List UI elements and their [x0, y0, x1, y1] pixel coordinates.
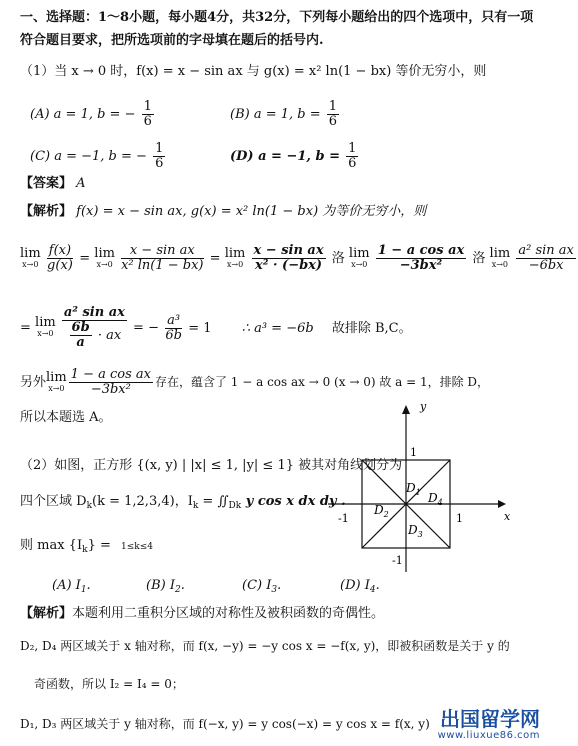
q2-analysis-4: D₁, D₃ 两区域关于 y 轴对称，而 f(−x, y) = y cos(−x) = y cos x = f(x, y): [20, 717, 430, 731]
lim: [46, 369, 67, 394]
q1-option-c: [30, 142, 167, 171]
stem-2d: y cos x dx dy .: [241, 494, 346, 509]
d1-letter: D: [406, 481, 416, 495]
label-neg-one-bottom: -1: [392, 554, 403, 567]
lim-word: lim: [489, 245, 511, 261]
q2-stem-3: [20, 538, 153, 558]
minus: −: [148, 320, 159, 336]
opt-sub: 4: [369, 585, 376, 595]
q2-analysis-2: D₂, D₄ 两区域关于 x 轴对称，而 f(x, −y) = −y cos x = −f(x, y)，即被积函数是关于 y 的: [20, 639, 510, 653]
q2-option-d: (D) $I_4$.: [340, 578, 380, 595]
d3-letter: D: [408, 523, 418, 537]
opt-text: (A) I: [52, 578, 81, 593]
lhopital-mark: 洛: [331, 251, 345, 266]
den-tail: · ax: [97, 328, 122, 343]
analysis-text: 本题利用二重积分区域的对称性及被积函数的奇偶性。: [72, 606, 385, 621]
frac-term-1: [121, 244, 203, 273]
opt-text: (D) I: [340, 578, 370, 593]
section-heading: 一、选择题：1～8小题，每小题4分，共32分，下列每小题给出的四个选项中，只有一项: [20, 10, 534, 25]
q1-equation-3: [20, 368, 489, 404]
sub-k: k: [192, 501, 199, 511]
sub-k: k: [235, 501, 242, 511]
equals: =: [20, 320, 31, 336]
lim-word: lim: [348, 245, 370, 261]
frac-num: a² sin ax: [518, 243, 574, 258]
frac-num: 1: [143, 99, 152, 114]
frac-exist: [69, 368, 153, 397]
frac-den: 6: [155, 156, 164, 171]
frac-num: f(x): [48, 243, 72, 258]
frac-num: 6b: [71, 320, 90, 335]
lim-sub: x→0: [226, 259, 244, 269]
frac-compound: [62, 306, 127, 350]
q2-stem-2: [20, 494, 346, 514]
d4-letter: D: [428, 491, 438, 505]
q1-analysis: [20, 204, 426, 220]
q1-conclusion: 所以本题选 A。: [20, 410, 112, 425]
lim-sub: x→0: [48, 383, 65, 393]
equals: =: [209, 251, 221, 266]
q1-equation-1: [20, 244, 578, 284]
frac-num: x − sin ax: [253, 243, 324, 258]
frac-num: 1: [328, 99, 338, 114]
label-neg-one-left: -1: [338, 512, 349, 525]
label-d2: [373, 503, 389, 519]
q1-option-c-frac: [153, 142, 165, 171]
equals: =: [133, 320, 144, 336]
lim-sub: x→0: [351, 259, 368, 269]
opt-sub: 3: [271, 585, 278, 595]
frac-den: 6: [348, 156, 357, 171]
q2-option-a: (A) $I_1$.: [52, 578, 91, 595]
frac-den: a: [76, 335, 85, 350]
q1-option-b-frac: [327, 100, 339, 129]
frac-den: g(x): [47, 258, 73, 273]
sub-k: k: [82, 545, 88, 555]
label-one-right: 1: [456, 512, 463, 525]
prefix: 另外: [20, 375, 47, 390]
q1-equation-2: [20, 306, 412, 356]
label-d1: [405, 481, 421, 497]
max-sub: 1≤k≤4: [121, 542, 153, 552]
q2-option-c: (C) $I_3$.: [242, 578, 282, 595]
d1-sub: 1: [415, 488, 421, 497]
d2-letter: D: [374, 503, 384, 517]
stem-2a: 四个区域 D: [20, 494, 87, 509]
frac-num: 1 − a cos ax: [70, 367, 151, 382]
opt-sub: 1: [80, 585, 87, 595]
d2-sub: 2: [383, 510, 389, 519]
watermark-url: www.liuxue86.com: [437, 730, 540, 741]
q1-option-a: [30, 100, 156, 129]
q1-option-d-frac: [346, 142, 358, 171]
label-d3: [407, 523, 423, 539]
lim: [224, 245, 246, 270]
lim: [35, 317, 56, 339]
answer-value: A: [76, 176, 86, 191]
section-heading-2: 符合题目要求，把所选项前的字母填在题后的括号内.: [20, 33, 324, 48]
frac-term-4: [516, 244, 576, 273]
frac-num: 1: [348, 141, 357, 156]
q2-analysis-3: 奇函数，所以 I₂ = I₄ = 0；: [34, 677, 184, 691]
lim-sub: x→0: [96, 259, 113, 269]
lim-word: lim: [35, 315, 56, 330]
frac-den: x² ln(1 − bx): [121, 258, 204, 273]
frac-term-3: [376, 244, 467, 273]
lim-sub: x→0: [37, 329, 54, 338]
opt-text: (C) I: [242, 578, 272, 593]
lhopital-mark: 洛: [472, 251, 486, 266]
lim: [20, 245, 41, 270]
watermark: [392, 708, 540, 746]
frac-num: 1: [155, 141, 164, 156]
q1-answer: [20, 176, 86, 192]
frac-den: 6: [328, 114, 338, 129]
frac-num: a³: [167, 312, 181, 328]
q2-analysis-1: [20, 606, 384, 622]
watermark-cn: 出国留学网: [440, 707, 540, 731]
analysis-label: 【解析】: [20, 606, 73, 621]
inner-frac: [70, 321, 92, 350]
answer-label: 【答案】: [20, 176, 73, 191]
label-one-top: 1: [410, 446, 417, 459]
q1-option-d-text: (D) a = −1, b =: [230, 149, 340, 164]
analysis-text: f(x) = x − sin ax, g(x) = x² ln(1 − bx) 为等价无穷小，则: [76, 204, 427, 219]
lim-word: lim: [224, 245, 246, 261]
frac-den: 6: [143, 114, 152, 129]
x-label: x: [504, 510, 511, 523]
equals: =: [79, 251, 91, 266]
frac-num: x − sin ax: [121, 244, 203, 259]
frac-f-over-g: [47, 244, 73, 273]
q1-stem: （1）当 x → 0 时，f(x) = x − sin ax 与 g(x) = x² ln(1 − bx) 等价无穷小，则: [20, 64, 487, 79]
frac-den: −3bx²: [90, 382, 131, 397]
q1-option-c-text: (C) a = −1, b = −: [30, 149, 147, 164]
lim-word: lim: [94, 245, 115, 261]
q1-option-a-text: (A) a = 1, b = −: [30, 107, 136, 122]
frac-den: −3bx²: [399, 258, 443, 273]
frac-den-compound: [62, 321, 127, 350]
stem-2b: (k = 1,2,3,4)，I: [92, 494, 193, 509]
q1-option-b: [230, 100, 341, 129]
q1-option-a-frac: [142, 100, 154, 129]
analysis-label: 【解析】: [20, 204, 73, 219]
d4-sub: 4: [437, 498, 443, 507]
q1-option-d: [230, 142, 360, 171]
opt-sub: 2: [174, 585, 181, 595]
frac-num: a² sin ax: [63, 305, 125, 320]
frac-num: 1 − a cos ax: [377, 243, 465, 258]
sub-k: k: [86, 501, 93, 511]
q2-option-b: (B) $I_2$.: [146, 578, 185, 595]
y-label: y: [420, 400, 427, 413]
stem-2c: = ∬: [198, 494, 229, 509]
lim: [489, 245, 511, 270]
rhs: = 1: [188, 320, 212, 336]
frac-den: −6bx: [528, 258, 564, 273]
opt-text: (B) I: [146, 578, 175, 593]
lim: [348, 245, 370, 270]
lim-sub: x→0: [22, 259, 39, 269]
frac-a3-6b: [165, 314, 182, 343]
suffix: 存在，蕴含了 1 − a cos ax → 0 (x → 0) 故 a = 1，排除 D，: [154, 375, 490, 389]
frac-den: 6b: [165, 327, 182, 343]
q2-stem-1: （2）如图，正方形 {(x, y) | |x| ≤ 1, |y| ≤ 1} 被其对角线划分为: [20, 458, 403, 473]
lim-sub: x→0: [491, 259, 509, 269]
stem-3a: 则 max {I: [20, 538, 83, 553]
therefore: ∴ a³ = −6b: [241, 320, 314, 336]
label-d4: [427, 491, 443, 507]
frac-den: x² · (−bx): [255, 258, 323, 273]
sub-d: D: [228, 501, 236, 511]
region-diagram: [328, 402, 512, 574]
d3-sub: 3: [417, 530, 423, 539]
stem-3b: } =: [87, 538, 111, 553]
frac-term-2: [252, 244, 326, 273]
lim: [94, 245, 115, 270]
x-arrow-icon: [498, 500, 506, 508]
q1-option-b-text: (B) a = 1, b =: [230, 107, 321, 122]
lim-word: lim: [20, 245, 41, 261]
y-arrow-icon: [402, 405, 410, 414]
lim-word: lim: [46, 369, 67, 385]
exclude-text: 故排除 B,C。: [331, 320, 412, 336]
